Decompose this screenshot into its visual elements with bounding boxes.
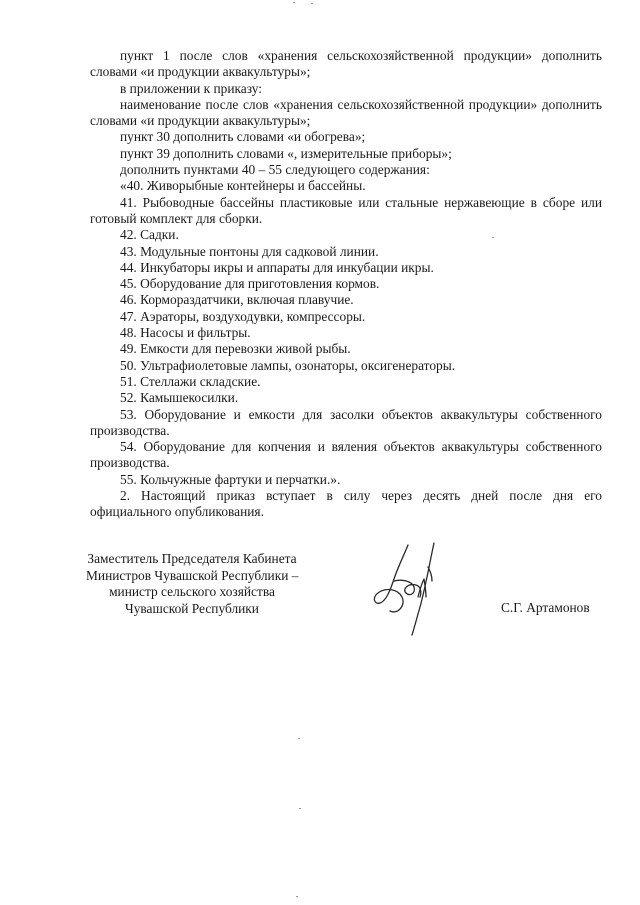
list-item: 41. Рыбоводные бассейны пластиковые или стальные нержавеющие в сборе или готовый комплект для сборки. [90, 194, 602, 226]
signature-strokes [374, 543, 434, 635]
list-item: «40. Живорыбные контейнеры и бассейны. [120, 178, 366, 194]
position-line: Заместитель Председателя Кабинета [87, 551, 297, 566]
position-line: Чувашской Республики [125, 600, 259, 616]
list-item: 51. Стеллажи складские. [120, 373, 261, 389]
list-item: 47. Аэраторы, воздуходувки, компрессоры. [120, 308, 366, 324]
paragraph: дополнить пунктами 40 – 55 следующего содержания: [120, 162, 430, 178]
list-item: 53. Оборудование и емкости для засолки объектов аквакультуры собственного производства. [90, 406, 602, 438]
list-item: 48. Насосы и фильтры. [120, 325, 251, 341]
list-item: 55. Кольчужные фартуки и перчатки.». [120, 471, 341, 487]
scan-speck [293, 2, 295, 3]
list-item: 52. Камышекосилки. [120, 390, 239, 406]
paragraph: пункт 1 после слов «хранения сельскохозяйственной продукции» дополнить словами «и продукции аквакультуры»; [90, 48, 602, 80]
paragraph: пункт 30 дополнить словами «и обогрева»; [120, 129, 366, 145]
list-item: 44. Инкубаторы икры и аппараты для инкубации икры. [120, 259, 434, 275]
position-line: министр сельского хозяйства [109, 584, 275, 599]
signatory-position [86, 551, 298, 617]
paragraph: 2. Настоящий приказ вступает в силу через десять дней после дня его официального опубликования. [90, 488, 602, 520]
list-item: 43. Модульные понтоны для садковой линии. [120, 243, 379, 259]
handwritten-signature [368, 541, 438, 636]
list-item: 45. Оборудование для приготовления кормов. [120, 276, 380, 292]
signer-name: С.Г. Артамонов [501, 600, 590, 615]
document-body [90, 48, 602, 521]
position-line: Министров Чувашской Республики – [86, 567, 299, 583]
scan-speck [296, 896, 298, 897]
paragraph: наименование после слов «хранения сельскохозяйственной продукции» дополнить словами «и продукции аквакультуры»; [90, 96, 602, 129]
list-item: 49. Емкости для перевозки живой рыбы. [120, 341, 351, 357]
list-item: 46. Кормораздатчики, включая плавучие. [120, 292, 354, 308]
list-item: 54. Оборудование для копчения и вяления объектов аквакультуры собственного производства. [90, 439, 602, 471]
scan-speck [311, 3, 313, 4]
list-item: 50. Ультрафиолетовые лампы, озонаторы, оксигенераторы. [120, 357, 456, 373]
list-item: 42. Садки. [120, 227, 179, 243]
paragraph: в приложении к приказу: [120, 80, 262, 96]
paragraph: пункт 39 дополнить словами «, измерительные приборы»; [120, 145, 452, 161]
scan-speck [298, 738, 300, 739]
scan-speck [299, 808, 301, 809]
